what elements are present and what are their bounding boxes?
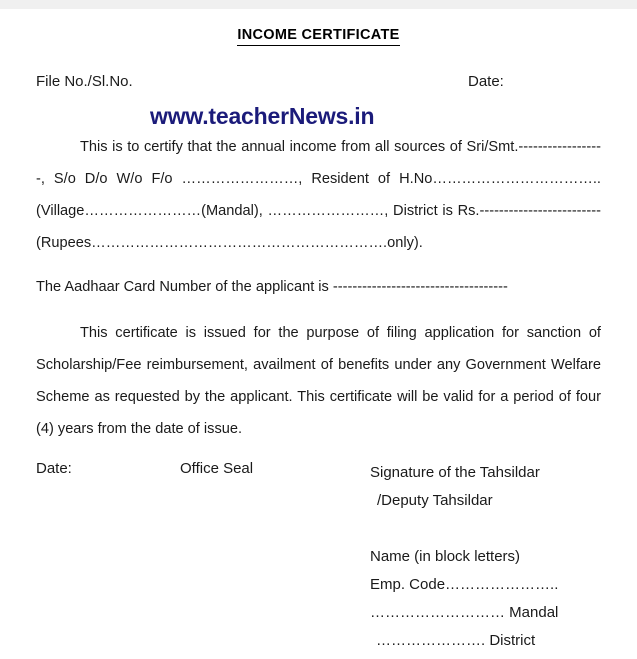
- signature-title-line-2: /Deputy Tahsildar: [377, 492, 493, 509]
- signature-mandal-label: ……………………… Mandal: [370, 604, 559, 621]
- header-date-label: Date:: [468, 73, 504, 90]
- page-top-strip: [0, 0, 637, 9]
- aadhaar-number-line: The Aadhaar Card Number of the applicant is ------------------------------------: [36, 279, 508, 295]
- signature-district-label: …………………. District: [376, 632, 536, 649]
- signature-spacer: [370, 515, 630, 543]
- footer-date-label: Date:: [36, 460, 72, 477]
- page-title-row: [0, 26, 637, 46]
- purpose-paragraph-text: This certificate is issued for the purpose of filing application for sanction of Scholarship/Fee reimbursement, availment of benefits under any Government Welfare Scheme as requested by the applicant. This certificate will be valid for a period of four (4) years from the date of issue.: [36, 325, 601, 437]
- certify-paragraph-text: This is to certify that the annual income from all sources of Sri/Smt.------------------, S/o D/o W/o F/o ……………………, Resident of H.No…………………………….. (Village……………………(Mandal), ……………………, District is Rs.-------------------------(Rupees…………………………………………………….only).: [36, 139, 601, 251]
- certify-paragraph: [36, 131, 601, 259]
- signature-name-label: Name (in block letters): [370, 548, 521, 565]
- certificate-document: [0, 9, 637, 659]
- signature-block: [370, 459, 630, 655]
- office-seal-label: Office Seal: [180, 460, 254, 477]
- signature-title-line-1: Signature of the Tahsildar: [370, 464, 540, 481]
- page-title: INCOME CERTIFICATE: [237, 26, 399, 46]
- purpose-paragraph: [36, 317, 601, 445]
- signature-emp-code-label: Emp. Code…………………..: [370, 576, 559, 593]
- file-number-label: File No./Sl.No.: [36, 73, 133, 90]
- site-watermark: www.teacherNews.in: [150, 103, 375, 129]
